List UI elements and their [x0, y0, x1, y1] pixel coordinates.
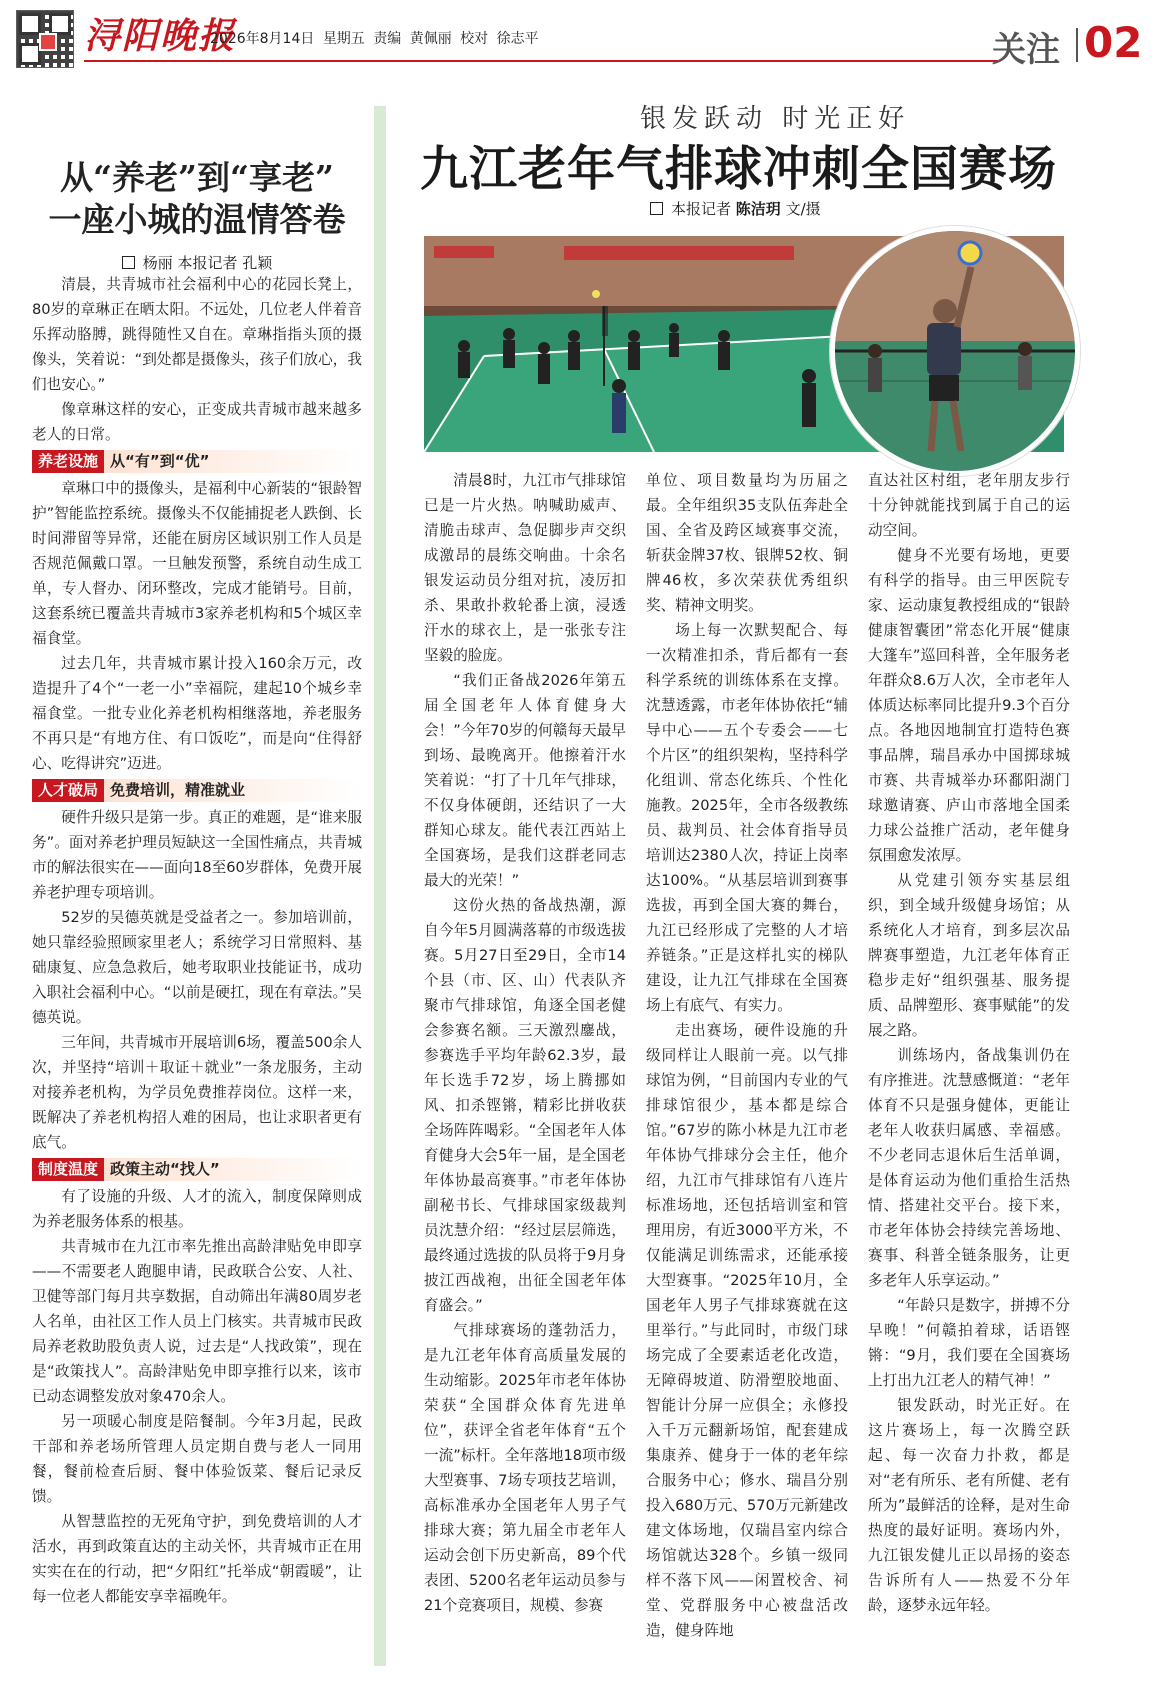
- right-article-column-1: [424, 468, 626, 1618]
- paragraph: 另一项暖心制度是陪餐制。今年3月起，民政干部和养老场所管理人员定期自费与老人一同用餐，餐前检查后厨、餐中体验饭菜、餐后记录反馈。: [32, 1413, 362, 1505]
- right-article-kicker: 银发跃动 时光正好: [640, 104, 911, 134]
- paragraph: 清晨8时，九江市气排球馆已是一片火热。呐喊助威声、清脆击球声、急促脚步声交织成激昂的晨练交响曲。十余名银发运动员分组对抗，凌厉扣杀、果敢扑救轮番上演，浸透汗水的球衣上，是一张张专注坚毅的脸庞。: [424, 472, 626, 664]
- paragraph: 银发跃动，时光正好。在这片赛场上，每一次腾空跃起、每一次奋力扑救，都是对“老有所乐、老有所健、老有所为”最鲜活的诠释，是对生命热度的最好证明。赛场内外，九江银发健儿正以昂扬的姿态告诉所有人——热爱不分年龄，逐梦永远年轻。: [868, 1397, 1070, 1614]
- paragraph: 三年间，共青城市开展培训6场，覆盖500余人次，并坚持“培训＋取证＋就业”一条龙服务，主动对接养老机构，为学员免费推荐岗位。这样一来，既解决了养老机构招人难的困局，也让求职者更有底气。: [32, 1034, 362, 1151]
- issue-meta: [210, 28, 539, 48]
- paragraph: “我们正备战2026年第五届全国老年人体育健身大会！”今年70岁的何赣每天最早到场、最晚离开。他擦着汗水笑着说：“打了十几年气排球，不仅身体硬朗，还结识了一大群知心球友。能代表江西站上全国赛场，是我们这群老同志最大的光荣！”: [424, 672, 626, 889]
- header-rule: [84, 60, 998, 62]
- paragraph: 气排球赛场的蓬勃活力，是九江老年体育高质量发展的生动缩影。2025年市老年体协荣获“全国群众体育先进单位”，获评全省老年体育“五个一流”标杆。全年落地18项市级大型赛事、7场专项技艺培训，高标准承办全国老年人男子气排球大赛；第九届全市老年人运动会创下历史新高，89个代表团、5200名老年运动员参与21个竞赛项目，规模、参赛: [424, 1322, 626, 1614]
- issue-weekday: 星期五: [322, 31, 365, 47]
- subheading-text: 政策主动“找人”: [104, 1158, 362, 1181]
- subheading: [32, 449, 362, 474]
- page-number: 02: [1084, 18, 1143, 67]
- left-article-body: [32, 272, 362, 1609]
- spiker-inset-photo: [830, 226, 1080, 476]
- editor-credit: 责编 黄佩丽: [373, 31, 452, 47]
- paragraph: 有了设施的升级、人才的流入，制度保障则成为养老服务体系的根基。: [32, 1188, 362, 1230]
- right-article-title: 九江老年气排球冲刺全国赛场: [420, 141, 1058, 197]
- paragraph: 硬件升级只是第一步。真正的难题，是“谁来服务”。面对养老护理员短缺这一全国性痛点，共青城市的解法很实在——面向18至60岁群体，免费开展养老护理专项培训。: [32, 809, 362, 901]
- subheading: [32, 778, 362, 803]
- subheading-tag: 人才破局: [32, 779, 104, 802]
- section-divider: [1076, 28, 1078, 62]
- paragraph: 健身不光要有场地，更要有科学的指导。由三甲医院专家、运动康复教授组成的“银龄健康智囊团”常态化开展“健康大篷车”巡回科普，全年服务老年群众8.6万人次，全市老年人体质达标率同比提升9.3个百分点。各地因地制宜打造特色赛事品牌，瑞昌承办中国掷球城市赛、共青城举办环鄱阳湖门球邀请赛、庐山市落地全国柔力球公益推广活动，老年健身氛围愈发浓厚。: [868, 547, 1070, 864]
- paragraph: 走出赛场，硬件设施的升级同样让人眼前一亮。以气排球馆为例，“目前国内专业的气排球馆很少，基本都是综合馆。”67岁的陈小林是九江市老年体协气排球分会主任，他介绍，九江市气排球馆有八连片标准场地，还包括培训室和管理用房，有近3000平方米，不仅能满足训练需求，还能承接大型赛事。“2025年10月，全国老年人男子气排球赛就在这里举行。”与此同时，市级门球场完成了全要素适老化改造，无障碍坡道、防滑塑胶地面、智能计分屏一应俱全；永修投入千万元翻新场馆，配套建成集康养、健身于一体的老年综合服务中心；修水、瑞昌分别投入680万元、570万元新建改建文体场地，仅瑞昌室内综合场馆就达328个。乡镇一级同样不落下风——闲置校舍、祠堂、党群服务中心被盘活改造，健身阵地: [646, 1022, 848, 1639]
- paragraph: 共青城市在九江市率先推出高龄津贴免申即享——不需要老人跑腿申请，民政联合公安、人社、卫健等部门每月共享数据，自动筛出年满80周岁老人名单，由社区工作人员上门核实。共青城市民政局养老救助股负责人说，过去是“人找政策”，现在是“政策找人”。高龄津贴免申即享推行以来，该市已动态调整发放对象470余人。: [32, 1238, 362, 1405]
- left-article-title-line1: 从“养老”到“享老”: [60, 158, 334, 197]
- paragraph: “年龄只是数字，拼搏不分早晚！”何赣拍着球，话语铿锵：“9月，我们要在全国赛场上打出九江老人的精气神！”: [868, 1297, 1070, 1389]
- subheading-tag: 养老设施: [32, 450, 104, 473]
- section-name: 关注: [992, 30, 1060, 70]
- column-divider: [374, 106, 386, 1666]
- paragraph: 从智慧监控的无死角守护，到免费培训的人才活水，再到政策直达的主动关怀，共青城市正在用实实在在的行动，把“夕阳红”托举成“朝霞暖”，让每一位老人都能安享幸福晚年。: [32, 1513, 362, 1605]
- paragraph: 章琳口中的摄像头，是福利中心新装的“银龄智护”智能监控系统。摄像头不仅能捕捉老人跌倒、长时间滞留等异常，还能在厨房区域识别工作人员是否规范佩戴口罩。一旦触发预警，系统自动生成工单，专人督办、闭环整改，完成才能销号。目前，这套系统已覆盖共青城市3家养老机构和5个城区幸福食堂。: [32, 480, 362, 647]
- right-article-column-3: [868, 468, 1070, 1618]
- issue-date: 2026年8月14日: [210, 31, 315, 47]
- right-article-column-2: [646, 468, 848, 1643]
- paragraph: 清晨，共青城市社会福利中心的花园长凳上，80岁的章琳正在晒太阳。不远处，几位老人伴着音乐挥动胳膊，跳得随性又自在。章琳指指头顶的摄像头，笑着说：“到处都是摄像头，孩子们放心，我们也安心。”: [32, 276, 362, 393]
- left-article-title-line2: 一座小城的温情答卷: [48, 200, 346, 239]
- qr-code: [16, 10, 74, 68]
- right-article-byline: 本报记者 陈洁玥 文/摄: [650, 198, 821, 219]
- left-article-byline: 杨丽 本报记者 孔颖: [22, 252, 372, 273]
- paragraph: 场上每一次默契配合、每一次精准扣杀，背后都有一套科学系统的训练体系在支撑。沈慧透露，市老年体协依托“辅导中心——五个专委会——七个片区”的组织架构，坚持科学化组训、常态化练兵、个性化施教。2025年，全市各级教练员、裁判员、社会体育指导员培训达2380人次，持证上岗率达100%。“从基层培训到赛事选拔，再到全国大赛的舞台，九江已经形成了完整的人才培养链条。”正是这样扎实的梯队建设，让九江气排球在全国赛场上有底气、有实力。: [646, 622, 848, 1014]
- masthead-logo: 浔阳晚报: [84, 15, 237, 57]
- paragraph: 从党建引领夯实基层组织，到全域升级健身场馆；从系统化人才培育，到多层次品牌赛事塑造，九江老年体育正稳步走好“组织强基、服务提质、品牌塑形、赛事赋能”的发展之路。: [868, 872, 1070, 1039]
- proofreader-credit: 校对 徐志平: [460, 31, 539, 47]
- paragraph: 训练场内，备战集训仍在有序推进。沈慧感慨道：“老年体育不只是强身健体，更能让老年人收获归属感、幸福感。不少老同志退休后生活单调，是体育运动为他们重拾生活热情、搭建社交平台。接下来，市老年体协会持续完善场地、赛事、科普全链条服务，让更多老年人乐享运动。”: [868, 1047, 1070, 1289]
- byline-square-icon: [122, 256, 135, 269]
- paragraph: 过去几年，共青城市累计投入160余万元，改造提升了4个“一老一小”幸福院，建起10个城乡幸福食堂。一批专业化养老机构相继落地，养老服务不再只是“有地方住、有口饭吃”，而是向“住得舒心、吃得讲究”迈进。: [32, 655, 362, 772]
- paragraph: 像章琳这样的安心，正变成共青城市越来越多老人的日常。: [32, 401, 362, 443]
- subheading-tag: 制度温度: [32, 1158, 104, 1181]
- paragraph: 52岁的吴德英就是受益者之一。参加培训前，她只靠经验照顾家里老人；系统学习日常照料、基础康复、应急急救后，她考取职业技能证书，成功入职社会福利中心。“以前是硬扛，现在有章法。”吴德英说。: [32, 909, 362, 1026]
- byline-square-icon: [650, 202, 663, 215]
- paragraph: 这份火热的备战热潮，源自今年5月圆满落幕的市级选拔赛。5月27日至29日，全市14个县（市、区、山）代表队齐聚市气排球馆，角逐全国老健会参赛名额。三天激烈鏖战，参赛选手平均年龄62.3岁，最年长选手72岁，场上腾挪如风、扣杀铿锵，精彩比拼收获全场阵阵喝彩。“全国老年人体育健身大会5年一届，是全国老年体协最高赛事。”市老年体协副秘书长、气排球国家级裁判员沈慧介绍：“经过层层筛选，最终通过选拔的队员将于9月身披江西战袍，出征全国老年体育盛会。”: [424, 897, 626, 1314]
- subheading-text: 从“有”到“优”: [104, 450, 362, 473]
- subheading: [32, 1157, 362, 1182]
- paragraph: 直达社区村组，老年朋友步行十分钟就能找到属于自己的运动空间。: [868, 472, 1070, 539]
- subheading-text: 免费培训，精准就业: [104, 779, 362, 802]
- paragraph: 单位、项目数量均为历届之最。全年组织35支队伍奔赴全国、全省及跨区域赛事交流，斩获金牌37枚、银牌52枚、铜牌46枚，多次荣获优秀组织奖、精神文明奖。: [646, 472, 848, 614]
